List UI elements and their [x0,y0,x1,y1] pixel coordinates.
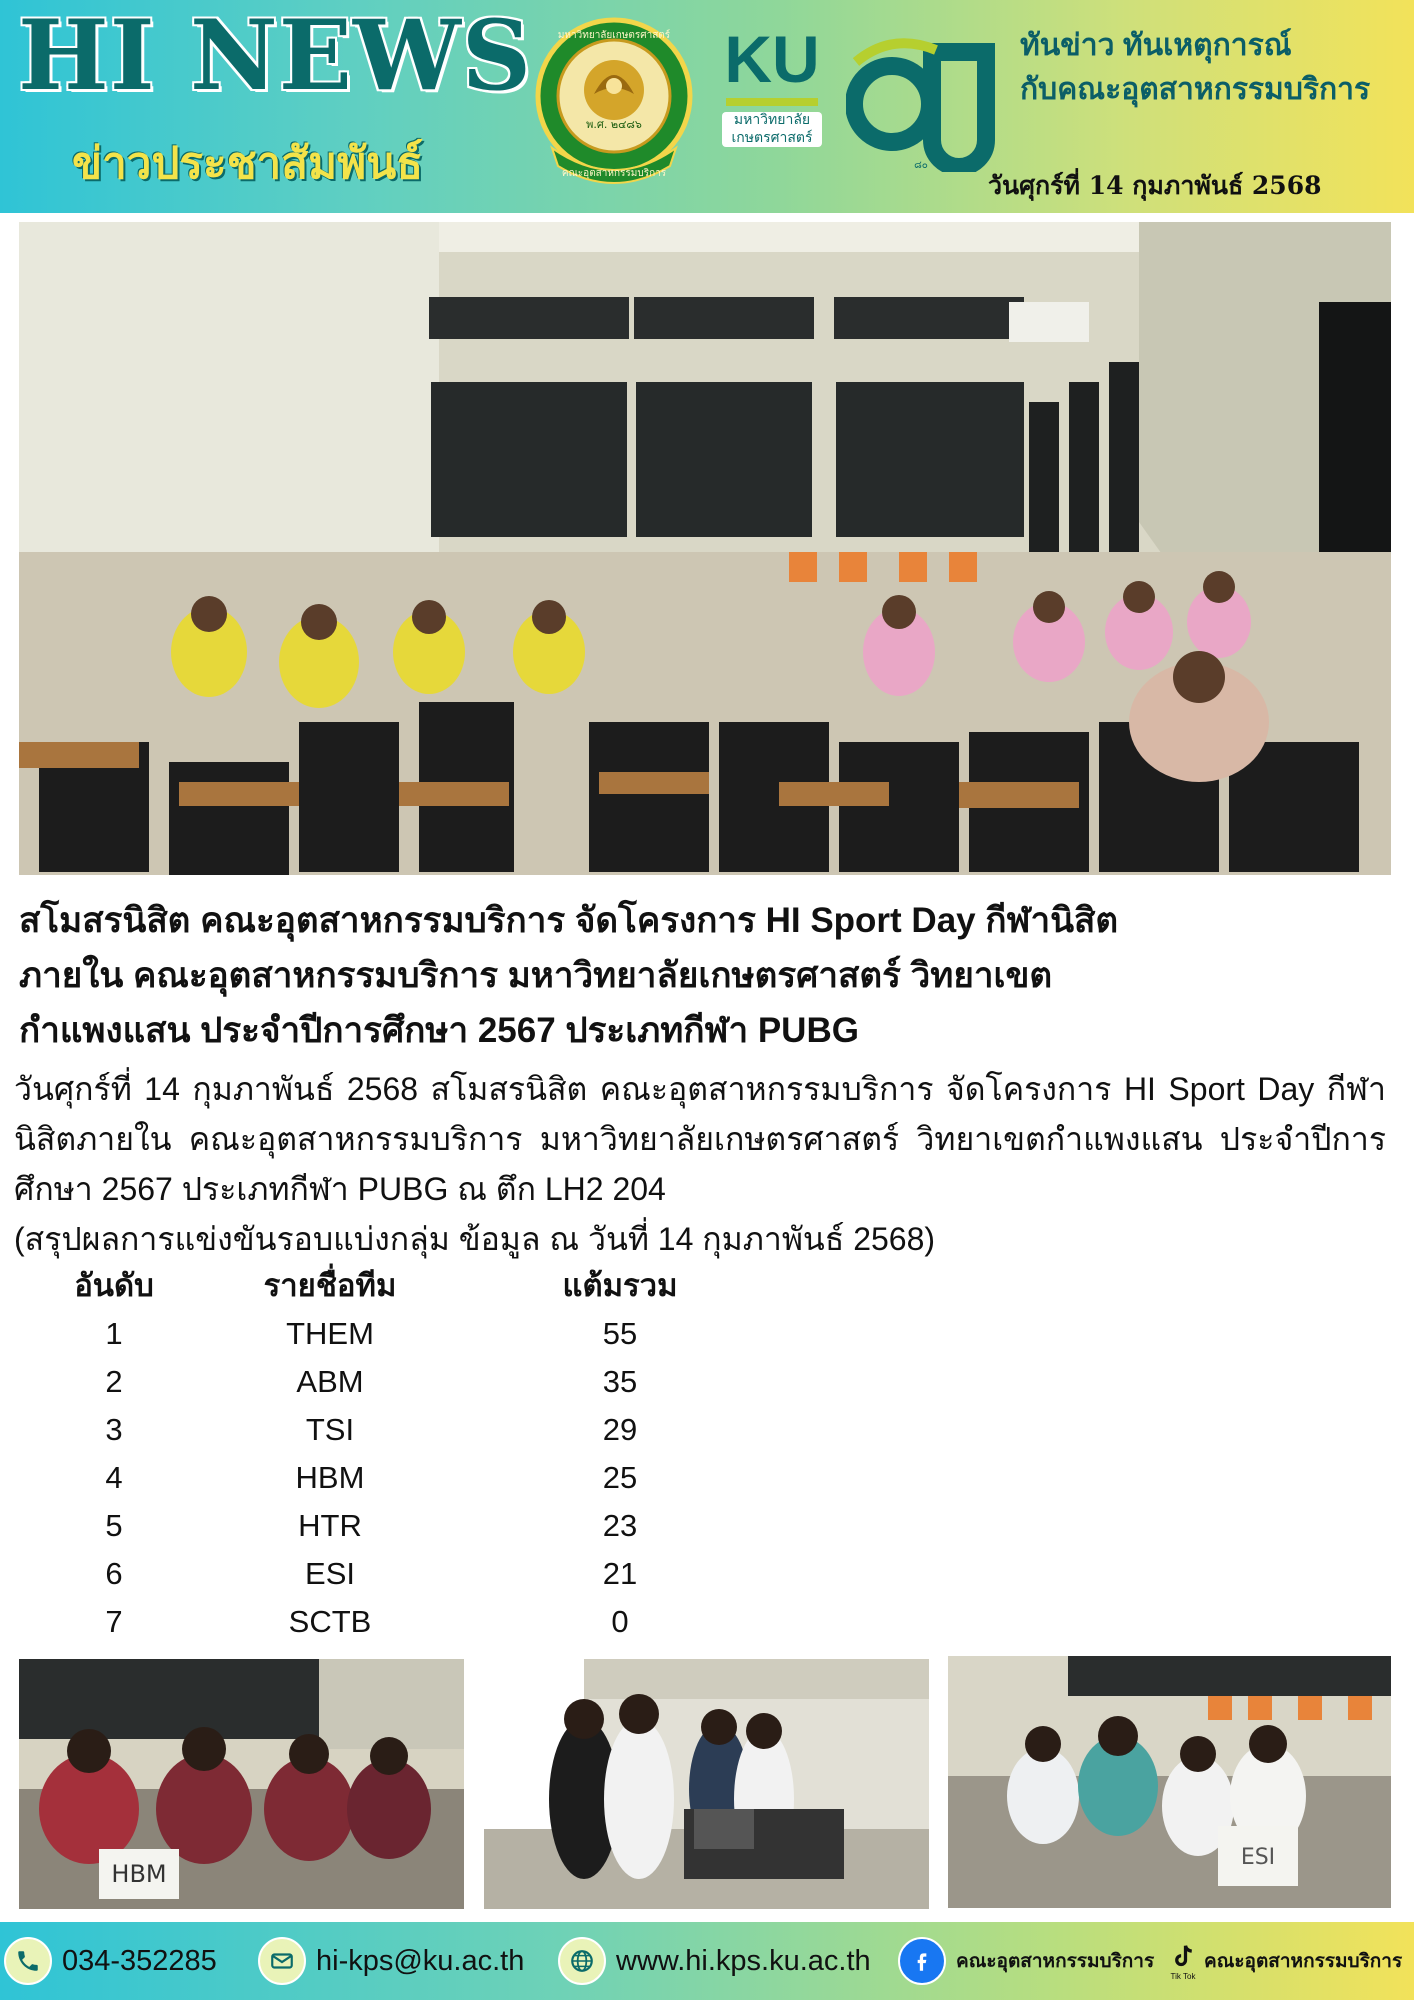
table-row [40,1358,760,1406]
rank-cell: 3 [105,1412,123,1447]
footer-facebook[interactable] [898,1936,1154,1986]
table-row [40,1550,760,1598]
headline-line3: กำแพงแสน ประจำปีการศึกษา 2567 ประเภทกีฬา PUBG [19,1011,859,1050]
footer-phone-text: 034-352285 [62,1944,217,1977]
points-cell: 0 [611,1604,629,1639]
footer-facebook-text: คณะอุตสาหกรรมบริการ [956,1951,1155,1972]
footer-email[interactable] [258,1936,524,1986]
header-date: วันศุกร์ที่ 14 กุมภาพันธ์ 2568 [988,171,1322,200]
rank-cell: 2 [105,1364,123,1399]
table-row [40,1310,760,1358]
tagline [1020,24,1400,111]
header-banner [0,0,1414,213]
header-points: แต้มรวม [562,1268,678,1303]
team-cell: ABM [296,1364,364,1399]
photo-students-hbm [19,1659,464,1909]
article-headline [19,893,1391,1058]
points-cell: 29 [602,1412,638,1447]
points-cell: 25 [602,1460,638,1495]
tagline-line1: ทันข่าว ทันเหตุการณ์ [1020,29,1292,62]
footer-phone[interactable] [4,1936,217,1986]
header-rank: อันดับ [74,1268,154,1303]
footer-contact-bar [0,1922,1414,2000]
classroom-illustration [19,222,1391,875]
photo-students-esi [948,1656,1391,1908]
ku-logo-bar [726,98,818,106]
table-row [40,1598,760,1646]
ku-logo [718,22,826,162]
points-cell: 23 [602,1508,638,1543]
seal-year: พ.ศ. ๒๔๘๖ [586,118,642,131]
photo-students-esi-illustration [948,1656,1391,1908]
footer-website[interactable] [558,1936,871,1986]
photo-students-hbm-illustration [19,1659,464,1909]
tiktok-caption: Tik Tok [1170,1971,1196,1981]
ku-logo-text: KU [724,22,820,96]
article-body: วันศุกร์ที่ 14 กุมภาพันธ์ 2568 สโมสรนิสิต คณะอุตสาหกรรมบริการ จัดโครงการ HI Sport Day กีฬานิสิตภายใน คณะอุตสาหกรรมบริการ มหาวิทยาลัยเกษตรศาสตร์ วิทยาเขตกำแพงแสน ประจำปีการศึกษา 2567 ประเภทกีฬา PUBG ณ ตึก LH2 204 [14,1071,1386,1207]
ku-logo-caption: มหาวิทยาลัยเกษตรศาสตร์ [722,112,822,147]
table-header-row [40,1262,760,1310]
team-cell: THEM [286,1316,374,1351]
seal-bottom-text: คณะอุตสาหกรรมบริการ [561,168,667,179]
tiktok-icon [1168,1942,1198,1981]
footer-tiktok[interactable] [1168,1936,1402,1986]
photo-sign-hbm: HBM [111,1860,167,1888]
main-photo-classroom [19,222,1391,875]
team-cell: HBM [295,1460,365,1495]
mail-icon [258,1937,306,1985]
photo-sign-esi: ESI [1240,1845,1276,1870]
seal-top-text: มหาวิทยาลัยเกษตรศาสตร์ [557,30,671,41]
facebook-icon [898,1937,946,1985]
headline-line1: สโมสรนิสิต คณะอุตสาหกรรมบริการ จัดโครงการ HI Sport Day กีฬานิสิต [19,901,1119,940]
rank-cell: 1 [105,1316,123,1351]
rank-cell: 6 [105,1556,123,1591]
rank-cell: 7 [105,1604,123,1639]
points-cell: 35 [602,1364,638,1399]
university-seal-logo [532,16,696,186]
results-table [40,1262,760,1646]
anniversary-80-logo [846,22,996,172]
tagline-line2: กับคณะอุตสาหกรรมบริการ [1020,72,1371,106]
brand-title: HI NEWS [18,0,533,112]
team-cell: TSI [305,1412,355,1447]
team-cell: ESI [305,1556,355,1591]
table-row [40,1454,760,1502]
team-cell: HTR [298,1508,362,1543]
globe-icon [558,1937,606,1985]
results-summary: (สรุปผลการแข่งขันรอบแบ่งกลุ่ม ข้อมูล ณ วันที่ 14 กุมภาพันธ์ 2568) [14,1221,936,1257]
anniversary-number: ๘๐ [914,160,928,171]
points-cell: 21 [602,1556,638,1591]
footer-email-text: hi-kps@ku.ac.th [316,1944,525,1977]
table-row [40,1502,760,1550]
footer-website-text: www.hi.kps.ku.ac.th [616,1944,871,1977]
rank-cell: 5 [105,1508,123,1543]
header-team: รายชื่อทีม [263,1268,397,1303]
phone-icon [4,1937,52,1985]
table-row [40,1406,760,1454]
rank-cell: 4 [105,1460,123,1495]
points-cell: 55 [602,1316,638,1351]
brand-subtitle: ข่าวประชาสัมพันธ์ [72,139,424,188]
team-cell: SCTB [288,1604,372,1639]
headline-line2: ภายใน คณะอุตสาหกรรมบริการ มหาวิทยาลัยเกษตรศาสตร์ วิทยาเขต [19,956,1053,995]
photo-match-setup [484,1659,929,1909]
photo-match-setup-illustration [484,1659,929,1909]
footer-tiktok-text: คณะอุตสาหกรรมบริการ [1204,1951,1403,1972]
